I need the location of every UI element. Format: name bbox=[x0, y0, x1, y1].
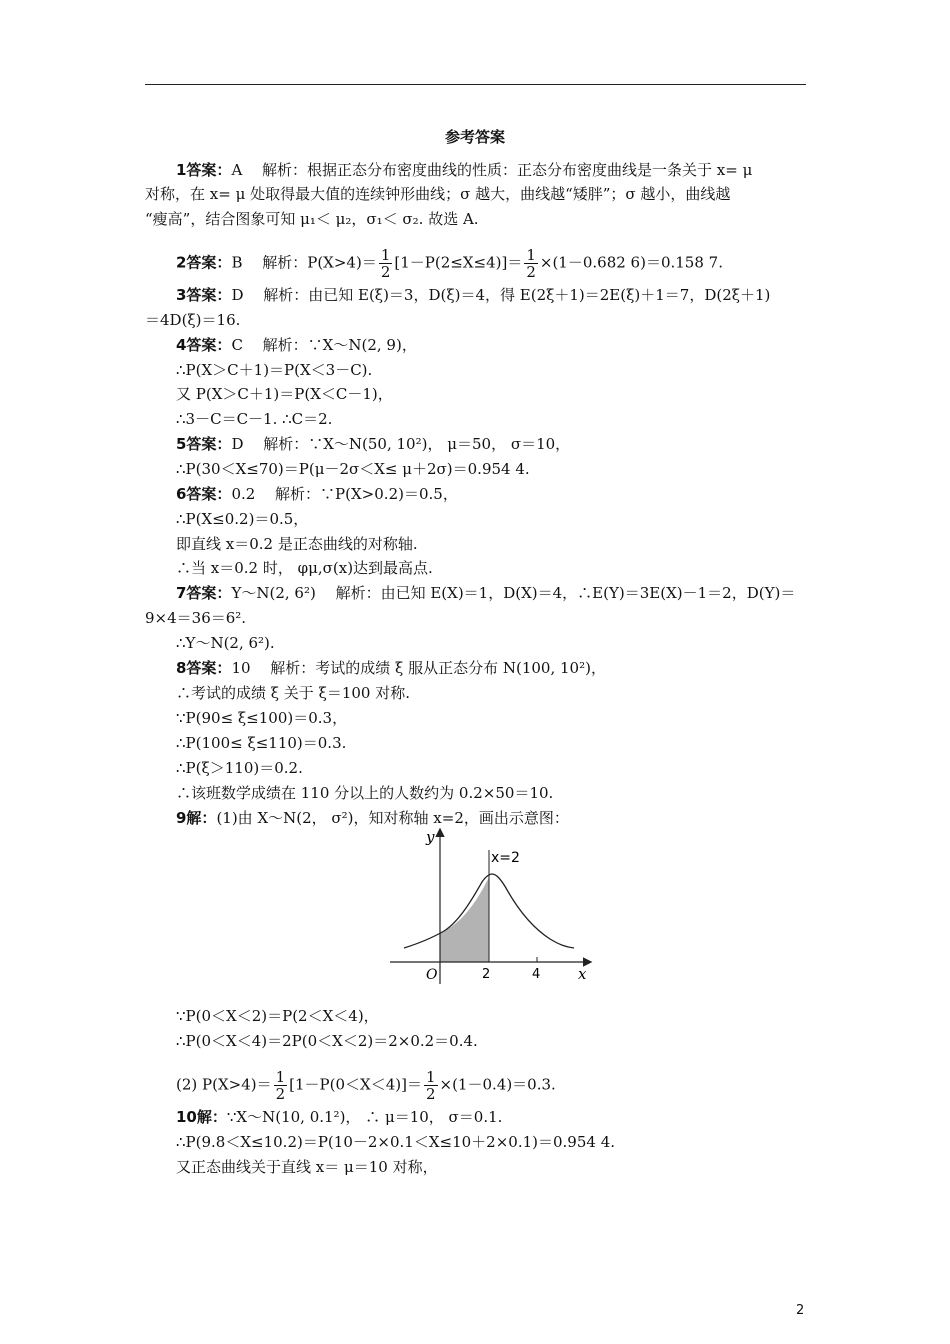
formula-text: B 解析：P(X>4)＝ bbox=[231, 253, 377, 272]
text-line bbox=[145, 310, 240, 330]
fraction-numerator: 1 bbox=[526, 246, 536, 264]
line-text: 对称，在 x= μ 处取得最大值的连续钟形曲线；σ 越大，曲线越“矮胖”；σ 越小，曲线越 bbox=[145, 185, 731, 203]
answer-label: 7答案： bbox=[176, 584, 232, 602]
answer-label: 8答案： bbox=[176, 659, 232, 677]
origin-label: O bbox=[426, 967, 438, 983]
text-line bbox=[176, 633, 275, 653]
formula-text: ×(1－0.4)＝0.3. bbox=[439, 1075, 556, 1094]
line-text: ∴P(30＜X≤70)＝P(μ－2σ＜X≤ μ＋2σ)＝0.954 4. bbox=[176, 460, 530, 478]
answer-label: 3答案： bbox=[176, 286, 232, 304]
fraction-numerator: 1 bbox=[425, 1068, 436, 1086]
answer-label: 6答案： bbox=[176, 485, 232, 503]
line-text: Y～N(2, 6²) 解析：由已知 E(X)＝1，D(X)＝4，∴E(Y)＝3E(X)－1＝2，D(Y)＝ bbox=[231, 584, 796, 602]
line-text: D 解析：∵X～N(50, 10²)， μ＝50， σ＝10， bbox=[231, 435, 571, 453]
line-text: 9×4＝36＝6². bbox=[145, 609, 247, 627]
line-text: ∴P(X≤0.2)＝0.5， bbox=[176, 510, 309, 528]
formula-text: [1－P(2≤X≤4)]＝ bbox=[394, 253, 523, 272]
fraction bbox=[274, 1069, 288, 1102]
line-text: ∵P(90≤ ξ≤100)＝0.3， bbox=[176, 709, 348, 727]
page-number: 2 bbox=[796, 1303, 805, 1318]
line-text: ∴考试的成绩 ξ 关于 ξ＝100 对称. bbox=[176, 684, 410, 702]
fraction bbox=[524, 247, 538, 280]
text-line bbox=[176, 484, 458, 504]
text-line bbox=[176, 247, 723, 280]
text-line bbox=[176, 534, 418, 554]
text-line bbox=[176, 459, 530, 479]
fraction-denominator: 2 bbox=[275, 1085, 286, 1103]
text-line bbox=[176, 708, 347, 728]
answer-label: 10解： bbox=[176, 1108, 227, 1126]
line-text: A 解析：根据正态分布密度曲线的性质：正态分布密度曲线是一条关于 x= μ bbox=[231, 161, 753, 179]
text-line bbox=[176, 683, 410, 703]
line-text: 又 P(X＞C＋1)＝P(X＜C－1)， bbox=[176, 385, 393, 403]
answer-label: 4答案： bbox=[176, 336, 232, 354]
answer-label: 2答案： bbox=[176, 253, 232, 272]
tick-label-4: 4 bbox=[532, 967, 541, 982]
line-text: “瘦高”，结合图象可知 μ₁＜ μ₂，σ₁＜ σ₂. 故选 A. bbox=[145, 210, 479, 228]
formula-text: (2) P(X>4)＝ bbox=[176, 1075, 272, 1094]
text-line bbox=[176, 335, 417, 355]
line-text: ∵P(0＜X＜2)＝P(2＜X＜4)， bbox=[176, 1007, 379, 1025]
line-text: 0.2 解析：∵P(X>0.2)＝0.5， bbox=[231, 485, 458, 503]
line-text: ∴当 x＝0.2 时， φμ,σ(x)达到最高点. bbox=[176, 559, 433, 577]
answer-label: 5答案： bbox=[176, 435, 232, 453]
formula-text: [1－P(0＜X＜4)]＝ bbox=[289, 1075, 422, 1094]
answer-label: 1答案： bbox=[176, 161, 232, 179]
text-line bbox=[176, 558, 433, 578]
line-text: (1)由 X～N(2， σ²)，知对称轴 x=2，画出示意图： bbox=[216, 809, 569, 827]
line-text: ∴P(100≤ ξ≤110)＝0.3. bbox=[176, 734, 347, 752]
line-text: D 解析：由已知 E(ξ)＝3，D(ξ)＝4，得 E(2ξ＋1)＝2E(ξ)＋1＝7，D(2ξ＋1) bbox=[231, 286, 771, 304]
x-axis-label: x bbox=[578, 965, 587, 983]
fraction-denominator: 2 bbox=[425, 1085, 436, 1103]
answer-label: 9解： bbox=[176, 809, 217, 827]
text-line bbox=[176, 1132, 615, 1152]
line-text: ∴Y～N(2, 6²). bbox=[176, 634, 275, 652]
page-title: 参考答案 bbox=[444, 128, 505, 146]
line-text: ∴3－C＝C－1. ∴C＝2. bbox=[176, 410, 333, 428]
text-line bbox=[176, 384, 393, 404]
line-text: 即直线 x＝0.2 是正态曲线的对称轴. bbox=[176, 535, 418, 553]
text-line bbox=[176, 1031, 478, 1051]
line-text: ∴P(ξ＞110)＝0.2. bbox=[176, 759, 303, 777]
line-text: 又正态曲线关于直线 x＝ μ＝10 对称， bbox=[176, 1158, 438, 1176]
line-text: ＝4D(ξ)＝16. bbox=[145, 311, 241, 329]
text-line bbox=[145, 608, 246, 628]
line-text: C 解析：∵X～N(2, 9)， bbox=[231, 336, 417, 354]
text-line bbox=[176, 509, 308, 529]
text-line bbox=[176, 1069, 556, 1102]
fraction bbox=[379, 247, 393, 280]
text-line bbox=[176, 1006, 379, 1026]
fraction-denominator: 2 bbox=[380, 263, 391, 281]
fraction-numerator: 1 bbox=[275, 1068, 286, 1086]
symmetry-line-label: x=2 bbox=[491, 850, 520, 866]
text-line bbox=[145, 184, 730, 204]
line-text: 10 解析：考试的成绩 ξ 服从正态分布 N(100, 10²)， bbox=[231, 659, 606, 677]
fraction bbox=[424, 1069, 438, 1102]
text-line bbox=[176, 733, 346, 753]
shaded-area bbox=[440, 877, 489, 962]
fraction-numerator: 1 bbox=[380, 246, 391, 264]
line-text: ∴P(X＞C＋1)＝P(X＜3－C). bbox=[176, 361, 373, 379]
line-text: ∴该班数学成绩在 110 分以上的人数约为 0.2×50＝10. bbox=[176, 784, 554, 802]
text-line bbox=[176, 360, 372, 380]
text-line bbox=[176, 434, 570, 454]
formula-text: ×(1－0.682 6)＝0.158 7. bbox=[539, 253, 723, 272]
normal-curve-figure bbox=[390, 826, 600, 986]
line-text: ∵X～N(10, 0.1²)， ∴ μ＝10， σ＝0.1. bbox=[226, 1108, 503, 1126]
text-line bbox=[176, 658, 606, 678]
line-text: ∴P(0＜X＜4)＝2P(0＜X＜2)＝2×0.2＝0.4. bbox=[176, 1032, 478, 1050]
text-line bbox=[176, 808, 569, 828]
line-text: ∴P(9.8＜X≤10.2)＝P(10－2×0.1＜X≤10＋2×0.1)＝0.954 4. bbox=[176, 1133, 616, 1151]
text-line bbox=[176, 285, 770, 305]
text-line bbox=[145, 209, 479, 229]
tick-label-2: 2 bbox=[482, 967, 491, 982]
header-rule bbox=[145, 84, 806, 85]
y-axis-label: y bbox=[426, 828, 435, 846]
text-line bbox=[176, 1157, 438, 1177]
text-line bbox=[176, 783, 553, 803]
text-line bbox=[176, 758, 303, 778]
text-line bbox=[176, 160, 752, 180]
text-line bbox=[176, 1107, 502, 1127]
text-line bbox=[176, 583, 795, 603]
text-line bbox=[176, 409, 332, 429]
fraction-denominator: 2 bbox=[526, 263, 536, 281]
